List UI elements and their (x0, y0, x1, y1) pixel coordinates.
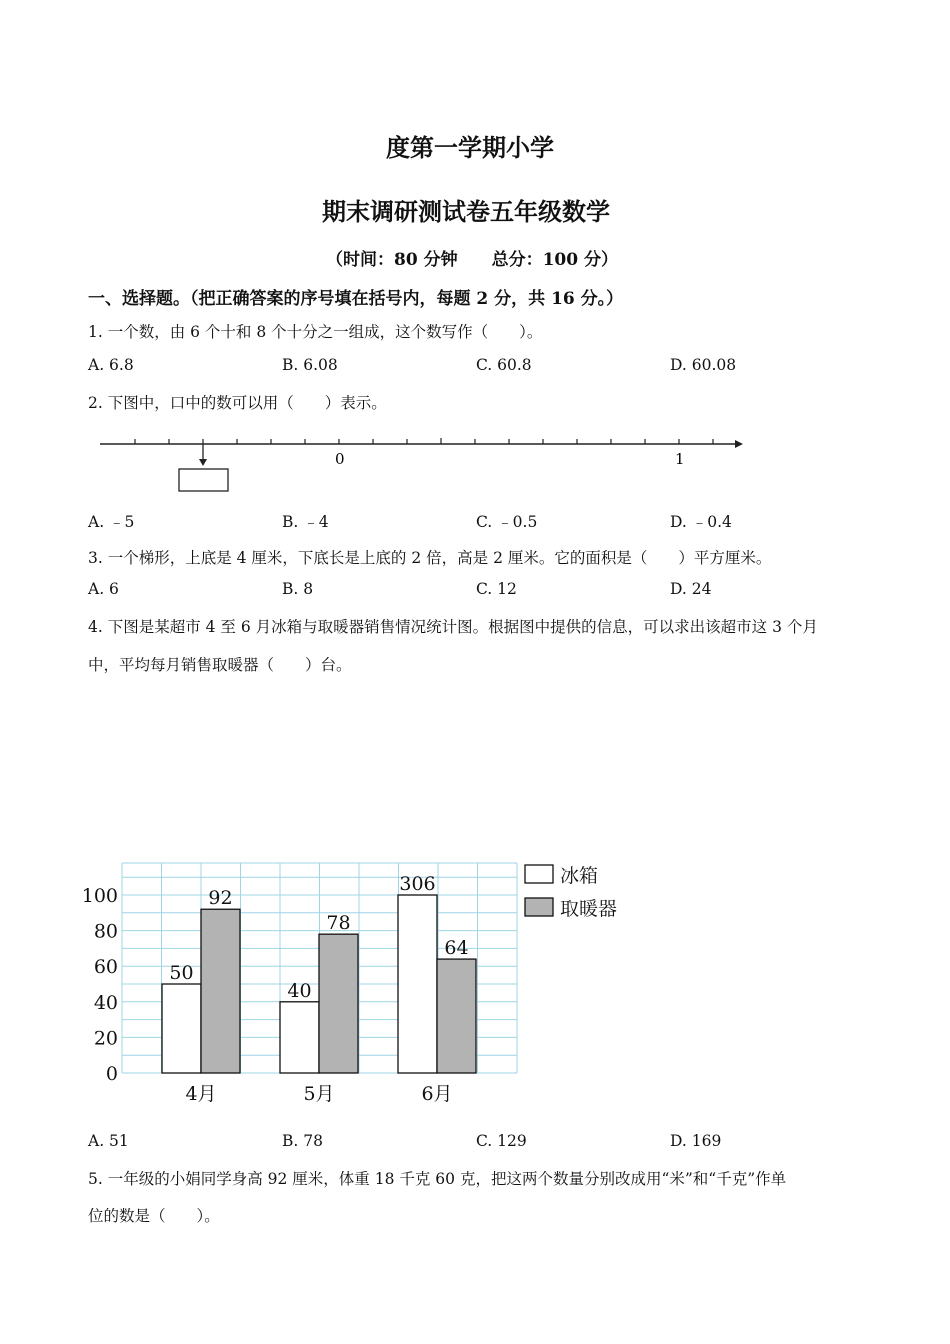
question-5-line2: 位的数是（ ）。 (88, 1207, 220, 1225)
q4-option-c: C. 129 (476, 1132, 527, 1150)
q2-option-c: C. ﹣0.5 (476, 513, 538, 531)
question-2: 2. 下图中，口中的数可以用（ ）表示。 (88, 394, 387, 412)
q2-option-b: B. ﹣4 (282, 513, 329, 531)
bar-data-label: 50 (169, 962, 194, 984)
q2-option-d: D. ﹣0.4 (670, 513, 732, 531)
q1-option-c: C. 60.8 (476, 356, 532, 374)
question-5-line1: 5. 一年级的小娟同学身高 92 厘米，体重 18 千克 60 克，把这两个数量分别改成用“米”和“千克”作单 (88, 1170, 787, 1188)
x-tick-label: 6月 (421, 1083, 453, 1105)
x-tick-label: 4月 (185, 1083, 217, 1105)
bar-取暖器 (437, 959, 476, 1073)
bar-data-label: 92 (208, 887, 233, 910)
question-1: 1. 一个数，由 6 个十和 8 个十分之一组成，这个数写作（ ）。 (88, 323, 543, 341)
number-line-figure (95, 430, 745, 500)
legend-swatch (525, 865, 553, 883)
question-3: 3. 一个梯形，上底是 4 厘米，下底长是上底的 2 倍，高是 2 厘米。它的面积是（ ）平方厘米。 (88, 549, 772, 567)
x-tick-label: 5月 (303, 1083, 335, 1105)
bar-取暖器 (201, 909, 240, 1073)
page-title-line2: 期末调研测试卷五年级数学 (322, 197, 610, 226)
y-tick-label: 20 (93, 1027, 118, 1050)
sales-bar-chart (80, 855, 640, 1115)
q2-option-a: A. ﹣5 (88, 513, 135, 531)
y-tick-label: 100 (81, 885, 118, 907)
numberline-label-0: 0 (335, 450, 345, 468)
bar-取暖器 (319, 934, 358, 1073)
bar-data-label: 78 (326, 912, 351, 935)
bar-冰箱 (162, 984, 201, 1073)
bar-data-label: 306 (399, 873, 436, 895)
q3-option-a: A. 6 (88, 580, 119, 598)
bar-data-label: 40 (287, 979, 312, 1002)
q3-option-b: B. 8 (282, 580, 314, 598)
q1-option-a: A. 6.8 (88, 356, 134, 374)
q4-option-b: B. 78 (282, 1132, 323, 1150)
y-tick-label: 0 (105, 1063, 118, 1085)
section-heading: 一、选择题。（把正确答案的序号填在括号内，每题 2 分，共 16 分。） (88, 289, 624, 309)
bar-冰箱 (398, 895, 437, 1073)
q4-option-d: D. 169 (670, 1132, 722, 1150)
y-tick-label: 80 (93, 920, 118, 943)
bar-冰箱 (280, 1002, 319, 1073)
q3-option-c: C. 12 (476, 580, 517, 598)
q3-option-d: D. 24 (670, 580, 712, 598)
answer-box (179, 469, 228, 491)
numberline-label-1: 1 (675, 450, 685, 468)
bar-data-label: 64 (444, 937, 469, 960)
legend-label: 取暖器 (560, 898, 618, 920)
q1-option-d: D. 60.08 (670, 356, 737, 374)
question-4-line1: 4. 下图是某超市 4 至 6 月冰箱与取暖器销售情况统计图。根据图中提供的信息，可以求出该超市这 3 个月 (88, 618, 818, 636)
q1-option-b: B. 6.08 (282, 356, 338, 374)
exam-meta: （时间：80 分钟 总分：100 分） (326, 250, 618, 270)
q4-option-a: A. 51 (88, 1132, 129, 1150)
legend-label: 冰箱 (560, 865, 599, 887)
page-title-line1: 度第一学期小学 (386, 133, 554, 162)
question-4-line2: 中，平均每月销售取暖器（ ）台。 (88, 656, 352, 674)
legend-swatch (525, 898, 553, 916)
y-tick-label: 60 (93, 956, 118, 979)
y-tick-label: 40 (93, 991, 118, 1014)
